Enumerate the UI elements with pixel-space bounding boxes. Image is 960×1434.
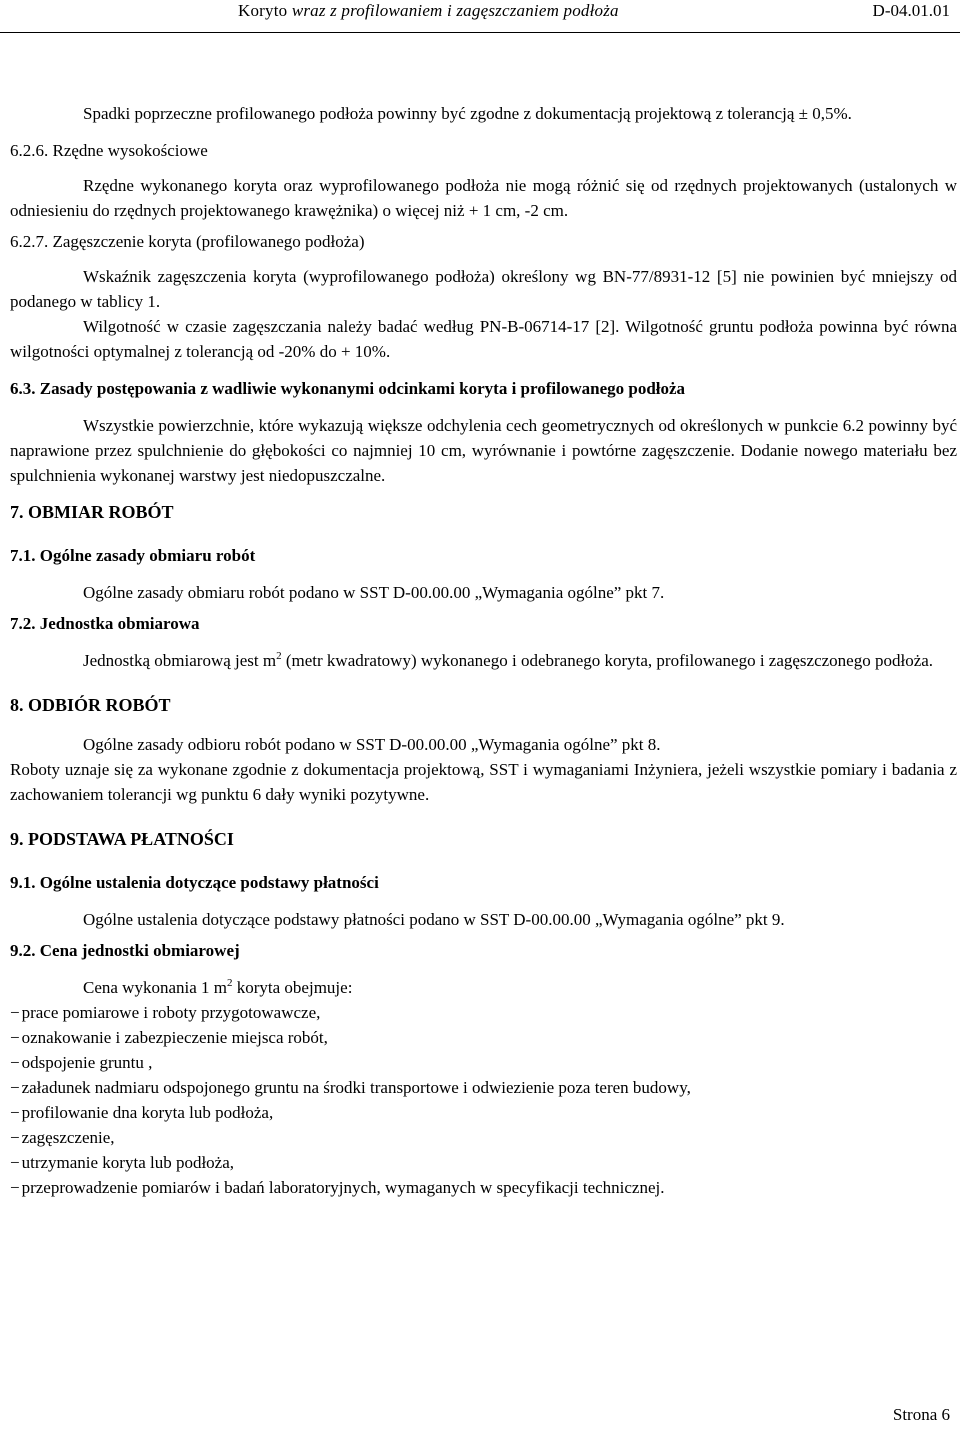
paragraph-9-2: Cena wykonania 1 $m^2$ koryta obejmuje:: [83, 977, 353, 997]
paragraph-7-1: Ogólne zasady obmiaru robót podano w SST D-00.00.00 „Wymagania ogólne” pkt 7.: [83, 583, 665, 602]
list-item: − odspojenie gruntu ,: [10, 1050, 957, 1075]
heading-7-1: 7.1. Ogólne zasady obmiaru robót: [10, 546, 256, 565]
heading-6-3: 6.3. Zasady postępowania z wadliwie wykonanymi odcinkami koryta i profilowanego podłoża: [10, 379, 686, 398]
page-header: [0, 0, 960, 33]
superscript-2: 2: [227, 977, 233, 989]
heading-9-1: 9.1. Ogólne ustalenia dotyczące podstawy płatności: [10, 873, 379, 892]
heading-7: 7. OBMIAR ROBÓT: [10, 502, 174, 522]
heading-6-2-7: 6.2.7. Zagęszczenie koryta (profilowanego podłoża): [10, 232, 365, 251]
paragraph-slopes: Spadki poprzeczne profilowanego podłoża powinny być zgodne z dokumentacją projektową z tolerancją ± 0,5%.: [83, 104, 852, 123]
list-item: − utrzymanie koryta lub podłoża,: [10, 1150, 957, 1175]
heading-9: 9. PODSTAWA PŁATNOŚCI: [10, 829, 234, 849]
heading-7-2: 7.2. Jednostka obmiarowa: [10, 614, 200, 633]
header-title: [238, 1, 619, 21]
superscript-2: 2: [276, 650, 282, 662]
list-item: − zagęszczenie,: [10, 1125, 957, 1150]
heading-8: 8. ODBIÓR ROBÓT: [10, 695, 171, 715]
page-number: Strona 6: [892, 1405, 950, 1424]
paragraph-8-a: Ogólne zasady odbioru robót podano w SST D-00.00.00 „Wymagania ogólne” pkt 8.: [83, 735, 661, 754]
paragraph-9-1: Ogólne ustalenia dotyczące podstawy płatności podano w SST D-00.00.00 „Wymagania ogólne” pkt 9.: [83, 910, 785, 929]
list-item: − załadunek nadmiaru odspojonego gruntu na środki transportowe i odwiezienie poza teren budowy,: [10, 1075, 957, 1100]
paragraph-6-2-7-a: Wskaźnik zagęszczenia koryta (wyprofilowanego podłoża) określony wg BN-77/8931-12 [5] nie powinien być mniejszy od podanego w tablicy 1.: [10, 267, 957, 311]
list-item: − przeprowadzenie pomiarów i badań laboratoryjnych, wymaganych w specyfikacji technicznej.: [10, 1175, 957, 1200]
header-code: D-04.01.01: [872, 1, 950, 20]
paragraph-6-2-7-b: Wilgotność w czasie zagęszczania należy badać według PN-B-06714-17 [2]. Wilgotność gruntu podłoża powinna być równa wilgotności optymalnej z tolerancją od -20% do + 10%.: [10, 317, 957, 361]
heading-9-2: 9.2. Cena jednostki obmiarowej: [10, 941, 240, 960]
header-title-prefix: Koryto: [238, 1, 292, 20]
paragraph-6-2-6: Rzędne wykonanego koryta oraz wyprofilowanego podłoża nie mogą różnić się od rzędnych projektowanych (ustalonych w odniesieniu do rzędnych projektowanego krawężnika) o więcej niż + 1 cm, -2 cm.: [10, 176, 957, 220]
paragraph-8-b: Roboty uznaje się za wykonane zgodnie z dokumentacja projektową, SST i wymaganiami Inżyniera, jeżeli wszystkie pomiary i badania z zachowaniem tolerancji wg punktu 6 dały wyniki pozytywne.: [10, 760, 957, 804]
list-item: − profilowanie dna koryta lub podłoża,: [10, 1100, 957, 1125]
list-item: − prace pomiarowe i roboty przygotowawcze,: [10, 1000, 957, 1025]
document-body: [10, 101, 957, 1200]
paragraph-7-2: Jednostką obmiarową jest $m^2$ (metr kwadratowy) wykonanego i odebranego koryta, profilowanego i zagęszczonego podłoża.: [83, 650, 934, 670]
list-item: − oznakowanie i zabezpieczenie miejsca robót,: [10, 1025, 957, 1050]
heading-6-2-6: 6.2.6. Rzędne wysokościowe: [10, 141, 208, 160]
cost-items-list: [10, 1000, 957, 1200]
header-title-italic: wraz z profilowaniem i zagęszczaniem podłoża: [291, 1, 619, 20]
paragraph-6-3: Wszystkie powierzchnie, które wykazują większe odchylenia cech geometrycznych od określonych w punkcie 6.2 powinny być naprawione przez spulchnienie do głębokości co najmniej 10 cm, wyrównanie i powtórne zagęszczenie. Dodanie nowego materiału bez spulchnienia wykonanej warstwy jest niedopuszczalne.: [10, 416, 957, 485]
